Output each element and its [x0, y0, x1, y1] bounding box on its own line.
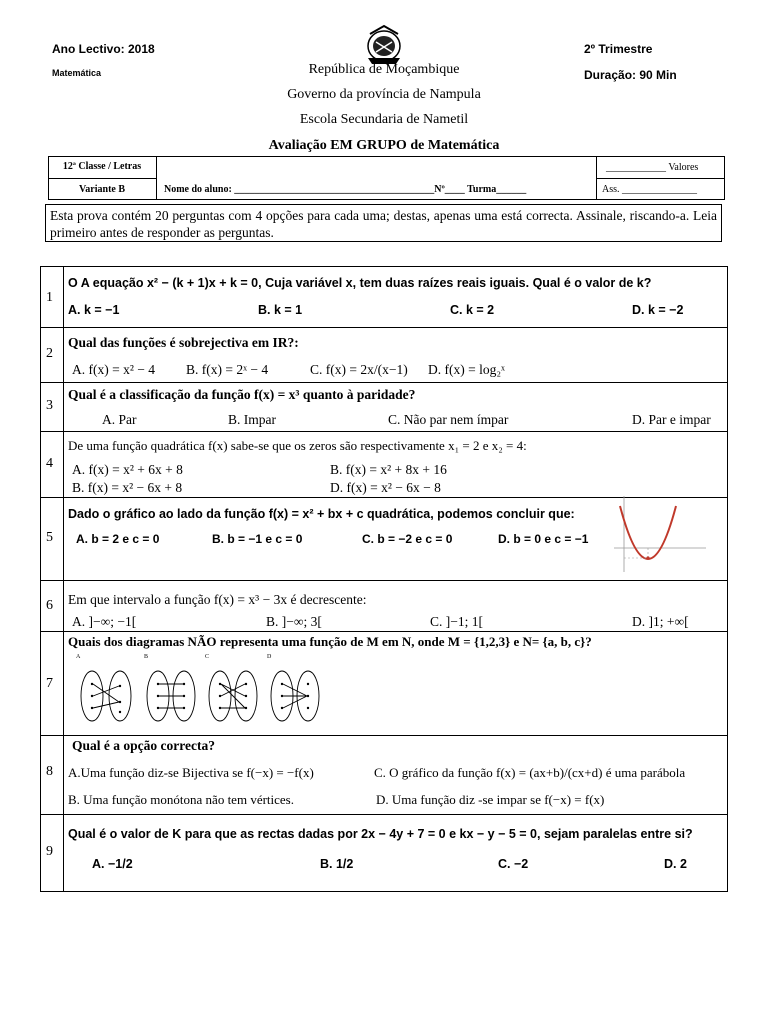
question-text: De uma função quadrática f(x) sabe-se que os zeros são respectivamente x₁ = 2 e x₂ = 4:	[68, 438, 527, 453]
option-c[interactable]: C. ]−1; 1[	[430, 614, 483, 629]
question-number: 3	[46, 398, 53, 413]
option-d[interactable]: D. f(x) = log₂ˣ	[428, 362, 505, 377]
option-c[interactable]: C. Não par nem ímpar	[388, 412, 509, 427]
question-text: Qual das funções é sobrejectiva em IR?:	[68, 335, 299, 350]
question-text: Quais dos diagramas NÃO representa uma função de M em N, onde M = {1,2,3} e N= {a, b, c}?	[68, 634, 592, 649]
option-b[interactable]: B. k = 1	[258, 303, 303, 317]
question-number: 8	[46, 764, 53, 779]
option-c[interactable]: C. k = 2	[450, 303, 495, 317]
class-label: 12ª Classe / Letras	[62, 161, 142, 172]
variant-label: Variante B	[78, 184, 126, 195]
option-b[interactable]: B. f(x) = 2ˣ − 4	[186, 362, 269, 377]
option-a[interactable]: A. f(x) = x² + 6x + 8	[72, 462, 183, 477]
question-text: Dado o gráfico ao lado da função f(x) = x² + bx + c quadrática, podemos concluir que:	[68, 507, 575, 521]
option-d[interactable]: D. b = 0 e c = −1	[498, 532, 589, 546]
diagram-a-label: A	[76, 654, 81, 660]
option-a[interactable]: A.Uma função diz-se Bijectiva se f(−x) = −f(x)	[68, 765, 314, 780]
trimester-label: 2º Trimestre	[584, 42, 653, 56]
question-text: Qual é a opção correcta?	[72, 738, 215, 753]
question-number: 4	[46, 456, 53, 471]
government-name: Governo da província de Nampula	[287, 87, 481, 102]
question-number: 2	[46, 346, 53, 361]
school-name: Escola Secundaria de Nametil	[299, 112, 469, 127]
arrow-diagrams-icon	[76, 664, 326, 726]
signature-field[interactable]: Ass. _______________	[602, 184, 698, 195]
option-d[interactable]: D. Uma função diz -se impar se f(−x) = f(x)	[376, 792, 605, 807]
question-text: O A equação x² − (k + 1)x + k = 0, Cuja variável x, tem duas raízes reais iguais. Qual é o valor de k?	[68, 276, 652, 290]
question-number: 5	[46, 530, 53, 545]
question-number: 7	[46, 676, 53, 691]
instructions: Esta prova contém 20 perguntas com 4 opções para cada uma; destas, apenas uma está correcta. Assinale, riscando-a. Leia primeiro antes de responder as perguntas.	[45, 204, 722, 242]
diagram-c-label: C	[205, 654, 210, 660]
question-number: 9	[46, 844, 53, 859]
option-b[interactable]: B. Impar	[228, 412, 276, 427]
option-d[interactable]: D. ]1; +∞[	[632, 614, 689, 629]
option-c[interactable]: C. b = −2 e c = 0	[362, 532, 453, 546]
option-c[interactable]: C. −2	[498, 857, 529, 871]
diagram-d-label: D	[267, 654, 272, 660]
option-d[interactable]: D. k = −2	[632, 303, 684, 317]
country-name: República de Moçambique	[308, 62, 460, 77]
duration-label: Duração: 90 Min	[584, 68, 677, 82]
option-d[interactable]: D. Par e impar	[632, 412, 711, 427]
question-number: 6	[46, 598, 53, 613]
question-number: 1	[46, 290, 53, 305]
option-d[interactable]: D. f(x) = x² − 6x − 8	[330, 480, 441, 495]
question-text: Qual é a classificação da função f(x) = x³ quanto à paridade?	[68, 387, 416, 402]
option-b[interactable]: B. f(x) = x² + 8x + 16	[330, 462, 447, 477]
option-a[interactable]: A. f(x) = x² − 4	[72, 362, 156, 377]
option-c[interactable]: B. f(x) = x² − 6x + 8	[72, 480, 183, 495]
option-c[interactable]: C. f(x) = 2x/(x−1)	[310, 362, 408, 377]
option-d[interactable]: D. 2	[664, 857, 687, 871]
option-b[interactable]: B. 1/2	[320, 857, 354, 871]
school-year: Ano Lectivo: 2018	[52, 42, 155, 56]
values-field[interactable]: ____________ Valores	[606, 162, 699, 173]
option-b[interactable]: B. b = −1 e c = 0	[212, 532, 303, 546]
question-text: Qual é o valor de K para que as rectas dadas por 2x − 4y + 7 = 0 e kx − y − 5 = 0, sejam paralelas entre si?	[68, 827, 693, 841]
option-a[interactable]: A. k = −1	[68, 303, 120, 317]
option-a[interactable]: A. Par	[102, 412, 137, 427]
option-a[interactable]: A. −1/2	[92, 857, 133, 871]
option-a[interactable]: A. ]−∞; −1[	[72, 614, 137, 629]
student-name-field[interactable]: Nome do aluno: ________________________________________Nº____ Turma______	[164, 184, 527, 195]
page-title: Avaliação EM GRUPO de Matemática	[268, 138, 500, 153]
option-b[interactable]: B. Uma função monótona não tem vértices.	[68, 792, 294, 807]
subject-label: Matemática	[52, 68, 102, 78]
diagram-b-label: B	[144, 654, 149, 660]
option-c[interactable]: C. O gráfico da função f(x) = (ax+b)/(cx+d) é uma parábola	[374, 765, 686, 780]
option-b[interactable]: B. ]−∞; 3[	[266, 614, 322, 629]
question-text: Em que intervalo a função f(x) = x³ − 3x é decrescente:	[68, 592, 367, 607]
parabola-graph-icon	[612, 492, 708, 574]
option-a[interactable]: A. b = 2 e c = 0	[76, 532, 160, 546]
